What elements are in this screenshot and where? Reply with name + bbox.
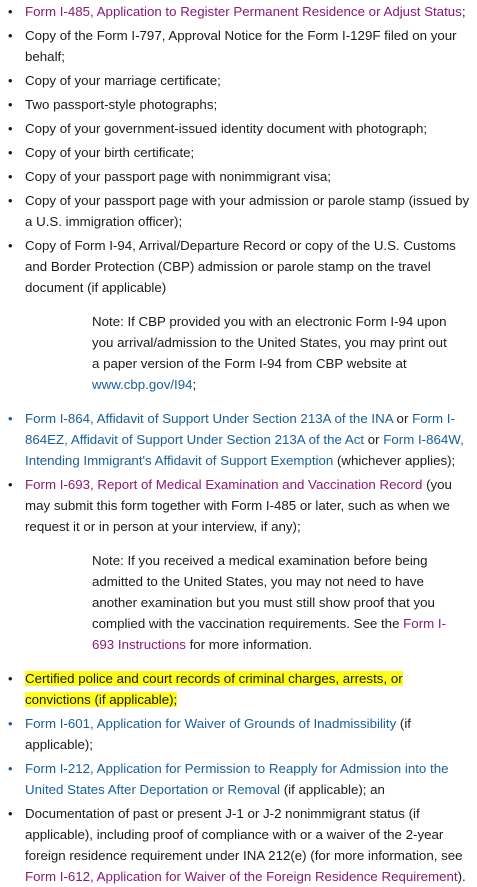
checklist-middle [6,408,471,537]
item-text: (you may submit this form together with Form I-485 or later, such as when we request it or in person at your interview, if any); [25,477,452,534]
form-link[interactable]: Form I-212, Application for Permission to Reapply for Admission into the United States After Deportation or Removal [25,761,449,797]
list-item [6,803,471,887]
item-text: (if applicable); an [280,782,385,797]
form-link[interactable]: Form I-693, Report of Medical Examination and Vaccination Record [25,477,423,492]
list-item [6,166,471,187]
item-text: or [364,432,384,447]
list-item [6,94,471,115]
form-link[interactable]: Form I-864W, Intending Immigrant's Affidavit of Support Exemption [25,432,464,468]
note-cbp-text: Note: If CBP provided you with an electronic Form I-94 upon you arrival/admission to the United States, you may print out a paper version of the Form I-94 from CBP website at [92,314,447,371]
list-item [6,190,471,232]
item-text: (whichever applies); [333,453,456,468]
list-item [6,758,471,800]
item-text: Two passport-style photographs; [25,97,218,112]
list-item [6,118,471,139]
item-text: or [392,411,413,426]
item-text: ). [457,869,466,884]
note-medical-text: Note: If you received a medical examination before being admitted to the United States, you may not need to have another examination but you must still show proof that you complied with the vaccination requirements. See the [92,553,435,631]
item-text: Copy of your government-issued identity document with photograph; [25,121,428,136]
note-medical-exam: Note: If you received a medical examination before being admitted to the United States, you may not need to have another examination but you must still show proof that you complied with the vaccination requirements. See the Form I-693 Instructions for more information. [92,553,447,652]
list-item [6,235,471,298]
list-item [6,668,471,710]
form-link[interactable]: Form I-612, Application for Waiver of the Foreign Residence Requirement [25,869,458,884]
item-text: Copy of Form I-94, Arrival/Departure Record or copy of the U.S. Customs and Border Protection (CBP) admission or parole stamp on the travel document (if applicable) [25,238,456,295]
list-item [6,70,471,91]
item-text: Copy of your marriage certificate; [25,73,221,88]
list-item [6,142,471,163]
item-text: Copy of your passport page with nonimmigrant visa; [25,169,331,184]
list-item [6,25,471,67]
form-link[interactable]: Form I-864, Affidavit of Support Under Section 213A of the INA [25,411,393,426]
item-text: Copy of the Form I-797, Approval Notice for the Form I-129F filed on your behalf; [25,28,457,64]
item-text: ; [461,4,466,19]
item-text: Certified police and court records of criminal charges, arrests, or convictions (if applicable); [25,671,403,707]
list-item [6,408,471,471]
i693-instructions-link[interactable]: Form I-693 Instructions [92,616,447,652]
note-cbp-i94: Note: If CBP provided you with an electronic Form I-94 upon you arrival/admission to the United States, you may print out a paper version of the Form I-94 from CBP website at www.cbp.gov/I94; [92,314,447,392]
item-text: Copy of your birth certificate; [25,145,195,160]
item-text: Copy of your passport page with your admission or parole stamp (issued by a U.S. immigration officer); [25,193,470,229]
item-text: Documentation of past or present J-1 or J-2 nonimmigrant status (if applicable), including proof of compliance with or a waiver of the 2-year foreign residence requirement under INA 212(e) (for more information, see [25,806,463,863]
list-item [6,1,471,22]
item-text: (if applicable); [25,716,412,752]
checklist-top [6,1,471,298]
list-item [6,474,471,537]
list-item [6,713,471,755]
cbp-i94-link[interactable]: www.cbp.gov/I94 [92,377,193,392]
checklist-bottom [6,668,471,887]
form-link[interactable]: Form I-485, Application to Register Permanent Residence or Adjust Status [25,4,462,19]
form-link[interactable]: Form I-864EZ, Affidavit of Support Under Section 213A of the Act [25,411,455,447]
form-link[interactable]: Form I-601, Application for Waiver of Grounds of Inadmissibility [25,716,397,731]
